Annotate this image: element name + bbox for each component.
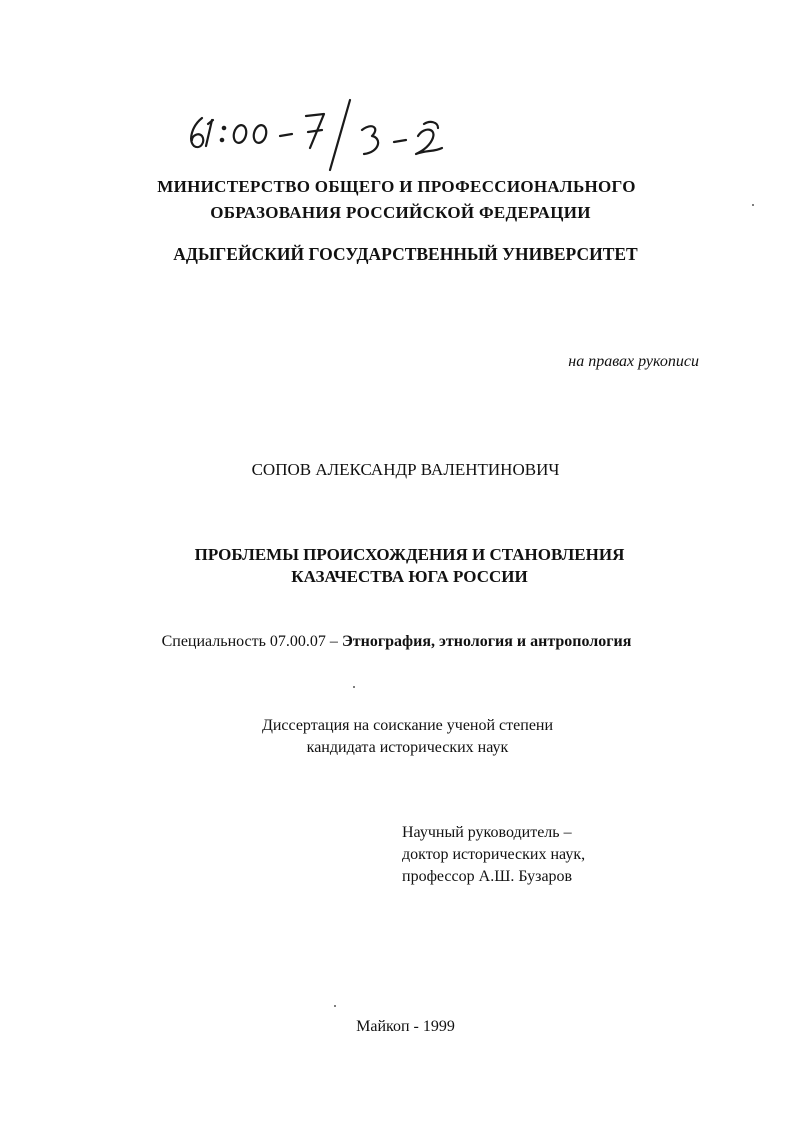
scan-speck <box>334 1005 336 1007</box>
handwritten-archive-code-drawing <box>180 96 480 176</box>
title-line-1: ПРОБЛЕМЫ ПРОИСХОЖДЕНИЯ И СТАНОВЛЕНИЯ <box>194 545 625 564</box>
scan-speck <box>752 204 754 206</box>
ministry-line-1: МИНИСТЕРСТВО ОБЩЕГО И ПРОФЕССИОНАЛЬНОГО <box>157 177 636 196</box>
advisor-line-3: профессор А.Ш. Бузаров <box>402 868 573 885</box>
ministry-heading <box>0 174 793 226</box>
manuscript-note: на правах рукописи <box>568 353 699 370</box>
degree-line-2: кандидата исторических наук <box>306 739 509 756</box>
specialty <box>0 631 793 653</box>
city-year: Майкоп - 1999 <box>356 1018 455 1035</box>
degree-line-1: Диссертация на соискание ученой степени <box>261 717 554 734</box>
university-name: АДЫГЕЙСКИЙ ГОСУДАРСТВЕННЫЙ УНИВЕРСИТЕТ <box>173 244 638 264</box>
dissertation-title <box>0 544 793 588</box>
specialty-prefix: Специальность 07.00.07 – <box>161 633 342 650</box>
handwritten-archive-code <box>180 96 480 176</box>
scan-speck <box>353 686 355 688</box>
author-name: СОПОВ АЛЕКСАНДР ВАЛЕНТИНОВИЧ <box>251 460 560 479</box>
degree-statement <box>0 715 793 759</box>
title-line-2: КАЗАЧЕСТВА ЮГА РОССИИ <box>291 567 528 586</box>
scientific-advisor <box>402 822 585 888</box>
ministry-line-2: ОБРАЗОВАНИЯ РОССИЙСКОЙ ФЕДЕРАЦИИ <box>210 203 591 222</box>
specialty-name: Этнография, этнология и антропология <box>341 633 632 650</box>
advisor-line-2: доктор исторических наук, <box>402 846 586 863</box>
advisor-line-1: Научный руководитель – <box>402 824 572 841</box>
